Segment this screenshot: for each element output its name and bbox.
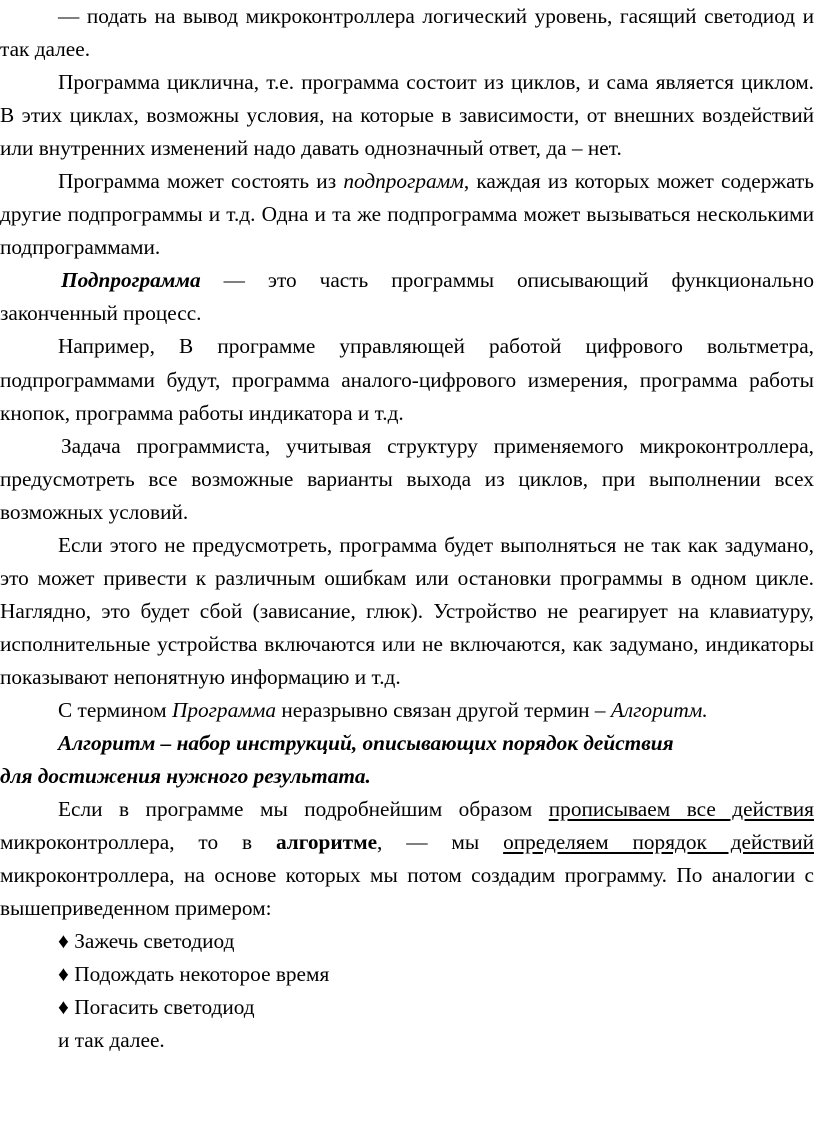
paragraph-output-low-level: — подать на вывод микроконтроллера логический уровень, гасящий светодиод и так далее. — [0, 4, 814, 62]
definition-algorithm-line-2: для достижения нужного результата. — [0, 764, 371, 789]
text-run: , каждая из которых может содержать другие подпрограммы и т.д. Одна и та же подпрограмма может вызываться несколькими подпрограммами. — [0, 169, 814, 260]
term-subprogram: Подпрограмма — [61, 268, 201, 293]
emphasis-algorithm: Алгоритм. — [610, 697, 708, 722]
list-item: ♦ Подождать некоторое время — [58, 962, 330, 987]
paragraph-subprograms — [0, 165, 814, 264]
emphasis-subprograms: подпрограмм — [343, 169, 464, 194]
paragraph-voltmeter-example: Например, В программе управляющей работой цифрового вольтметра, подпрограммами будут, программа аналого-цифрового измерения, программа работы кнопок, программа работы индикатора и т.д. — [0, 334, 814, 425]
bold-algorithm: алгоритме — [275, 830, 378, 855]
emphasis-program: Программа — [171, 697, 277, 722]
text-run: Программа может состоять из — [58, 169, 344, 194]
paragraph-if-not-provided: Если этого не предусмотреть, программа будет выполняться не так как задумано, это может привести к различным ошибкам или остановки программы в одном цикле. Наглядно, это будет сбой (зависание, глюк). Устройство не реагирует на клавиатуру, исполнительные устройства включаются или не включаются, как задумано, индикаторы показывают непонятную информацию и т.д. — [0, 532, 814, 689]
definition-algorithm-line-1: Алгоритм – набор инструкций, описывающих порядок действия — [58, 731, 674, 756]
paragraph-term-algorithm — [0, 694, 814, 727]
underline-define-order: определяем порядок действий — [503, 830, 814, 855]
text-run: С термином — [58, 697, 172, 722]
text-run: Если в программе мы подробнейшим образом — [58, 797, 549, 822]
paragraph-subprogram-definition — [0, 264, 814, 330]
list-item: ♦ Зажечь светодиод — [58, 929, 235, 954]
underline-write-actions: прописываем все действия — [548, 797, 814, 822]
paragraph-programmer-task: Задача программиста, учитывая структуру применяемого микроконтроллера, предусмотреть все возможные варианты выхода из циклов, при выполнении всех возможных условий. — [0, 433, 814, 524]
closing-text: и так далее. — [58, 1028, 165, 1053]
paragraph-algorithm-order — [0, 793, 814, 925]
text-run: неразрывно связан другой термин – — [276, 697, 611, 722]
list-item: ♦ Погасить светодиод — [58, 995, 255, 1020]
text-run: , — мы — [377, 830, 504, 855]
text-run: — это часть программы описывающий функционально законченный процесс. — [0, 268, 814, 326]
paragraph-program-cyclic: Программа циклична, т.е. программа состоит из циклов, и сама является циклом. В этих циклах, возможны условия, на которые в зависимости, от внешних воздействий или внутренних изменений надо давать однозначный ответ, да – нет. — [0, 70, 814, 161]
text-run: микроконтроллера, то в — [0, 830, 276, 855]
text-run: микроконтроллера, на основе которых мы потом создадим программу. По аналогии с вышеприведенном примером: — [0, 863, 814, 921]
